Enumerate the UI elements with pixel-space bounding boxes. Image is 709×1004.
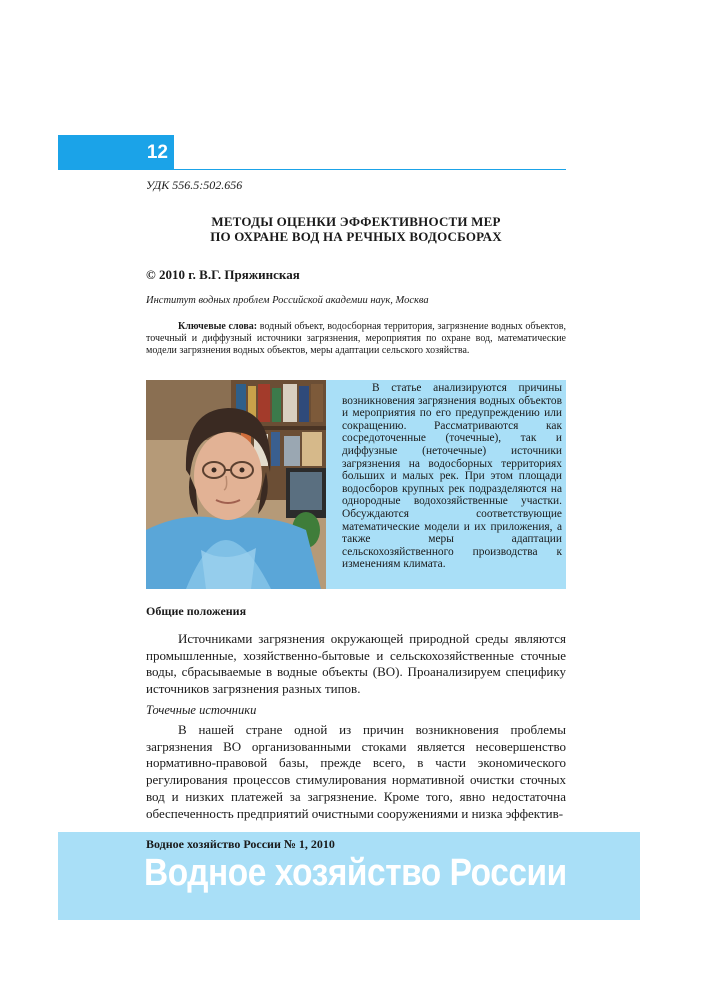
paragraph-point-sources: В нашей стране одной из причин возникновения проблемы загрязнения ВО организованными стоками является несовершенство нормативно-правовой базы, прежде всего, в части экономического регулирования процессов стимулирования нормативной очистки сточных вод и низких платежей за загрязнение. Кроме того, явно недостаточна обеспеченность предприятий очистными сооружениями и низка эффектив- [146, 722, 566, 821]
author-portrait-image [146, 380, 326, 589]
page-number: 12 [58, 135, 174, 170]
section-heading: Общие положения [146, 604, 247, 618]
abstract-box: В статье анализируются причины возникновения загрязнения водных объектов и мероприятия по его предупреждению или сокращению. Рассматриваются как сосредоточенные (точечные), так и диффузные (неточечные) источники загрязнения на водосборных территориях больших и малых рек. При этом площади водосборов крупных рек подразделяются на однородные водохозяйственные участки. Обсуждаются соответствующие математические модели и их приложения, а также меры адаптации сельскохозяйственного производства к изменениям климата. [326, 380, 566, 589]
title-line-1: МЕТОДЫ ОЦЕНКИ ЭФФЕКТИВНОСТИ МЕР [211, 214, 501, 229]
paragraph-general: Источниками загрязнения окружающей природной среды являются промышленные, хозяйственно-бытовые и сельскохозяйственные сточные воды, сбрасываемые в водные объекты (ВО). Проанализируем специфику источников загрязнения разных типов. [146, 631, 566, 697]
article-title [146, 214, 566, 244]
subheading-point-sources: Точечные источники [146, 703, 257, 717]
affiliation: Институт водных проблем Российской академии наук, Москва [146, 295, 429, 306]
keywords [146, 321, 566, 357]
udk-code: УДК 556.5:502.656 [146, 178, 243, 192]
keywords-text: водный объект, водосборная территория, загрязнение водных объектов, точечный и диффузный источники загрязнения, мероприятия по охране вод, математические модели загрязнения водных объектов, меры адаптации сельского хозяйства. [146, 321, 566, 356]
footer-issue: Водное хозяйство России № 1, 2010 [146, 837, 335, 851]
author-photo [146, 380, 326, 589]
footer-journal-title: Водное хозяйство России [144, 852, 567, 894]
title-line-2: ПО ОХРАНЕ ВОД НА РЕЧНЫХ ВОДОСБОРАХ [210, 229, 502, 244]
author-line: © 2010 г. В.Г. Пряжинская [146, 267, 300, 282]
header-rule [174, 169, 566, 170]
keywords-label: Ключевые слова: [178, 321, 258, 332]
